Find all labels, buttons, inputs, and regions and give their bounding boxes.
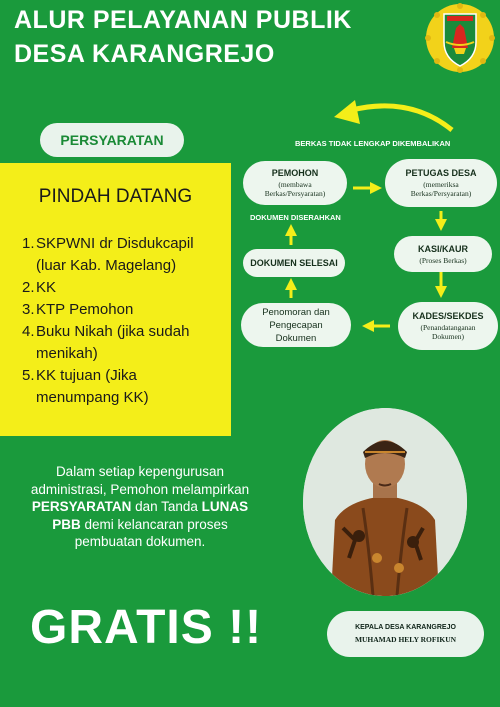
diserahkan-label: DOKUMEN DISERAHKAN xyxy=(250,213,341,222)
regency-emblem-logo xyxy=(424,2,496,74)
info-text: Dalam setiap kepengurusan administrasi, Pemohon melampirkan PERSYARATAN dan Tanda LUNAS PBB demi kelancaran proses pembuatan dokumen. xyxy=(30,464,250,549)
list-item: 4. Buku Nikah (jika sudah menikah) xyxy=(22,321,222,365)
flow-node-petugas: PETUGAS DESA (memeriksa Berkas/Persyaratan) xyxy=(385,159,497,207)
village-head-portrait xyxy=(303,408,467,596)
flow-node-selesai: DOKUMEN SELESAI xyxy=(243,249,345,277)
flow-node-penomoran: Penomoran dan Pengecapan Dokumen xyxy=(241,303,351,347)
list-item-text: SKPWNI dr Disdukcapil (luar Kab. Magelang) xyxy=(36,235,194,274)
village-head-caption xyxy=(327,611,484,657)
flow-node-kades: KADES/SEKDES (Penandatanganan Dokumen) xyxy=(398,302,498,350)
list-item-text: KK tujuan (Jika menumpang KK) xyxy=(36,367,149,406)
info-emphasis: PERSYARATAN xyxy=(31,499,132,514)
requirements-box xyxy=(0,163,231,436)
flow-node-pemohon: PEMOHON (membawa Berkas/Persyaratan) xyxy=(243,161,347,205)
info-emphasis: LUNAS PBB xyxy=(52,499,249,532)
page-title: ALUR PELAYANAN PUBLIK xyxy=(14,6,352,34)
return-label: BERKAS TIDAK LENGKAP DIKEMBALIKAN xyxy=(295,139,451,148)
requirements-pill: PERSYARATAN xyxy=(40,123,184,157)
page-subtitle: DESA KARANGREJO xyxy=(14,40,275,68)
list-item: 3. KTP Pemohon xyxy=(22,299,222,321)
list-item: 5. KK tujuan (Jika menumpang KK) xyxy=(22,365,222,409)
requirements-heading: PINDAH DATANG xyxy=(38,186,193,207)
list-item: 1. SKPWNI dr Disdukcapil (luar Kab. Magelang) xyxy=(22,233,222,277)
gratis-banner: GRATIS !! xyxy=(30,601,263,654)
village-head-name: MUHAMAD HELY ROFIKUN xyxy=(354,635,457,644)
flow-node-kasi: KASI/KAUR (Proses Berkas) xyxy=(394,236,492,272)
list-item-text: KK xyxy=(36,279,57,296)
list-item: 2. KK xyxy=(22,277,222,299)
portrait-image xyxy=(303,408,467,596)
requirements-list xyxy=(22,233,222,409)
list-item-text: KTP Pemohon xyxy=(36,301,134,318)
village-head-title: KEPALA DESA KARANGREJO xyxy=(355,624,456,631)
list-item-text: Buku Nikah (jika sudah menikah) xyxy=(36,323,190,362)
